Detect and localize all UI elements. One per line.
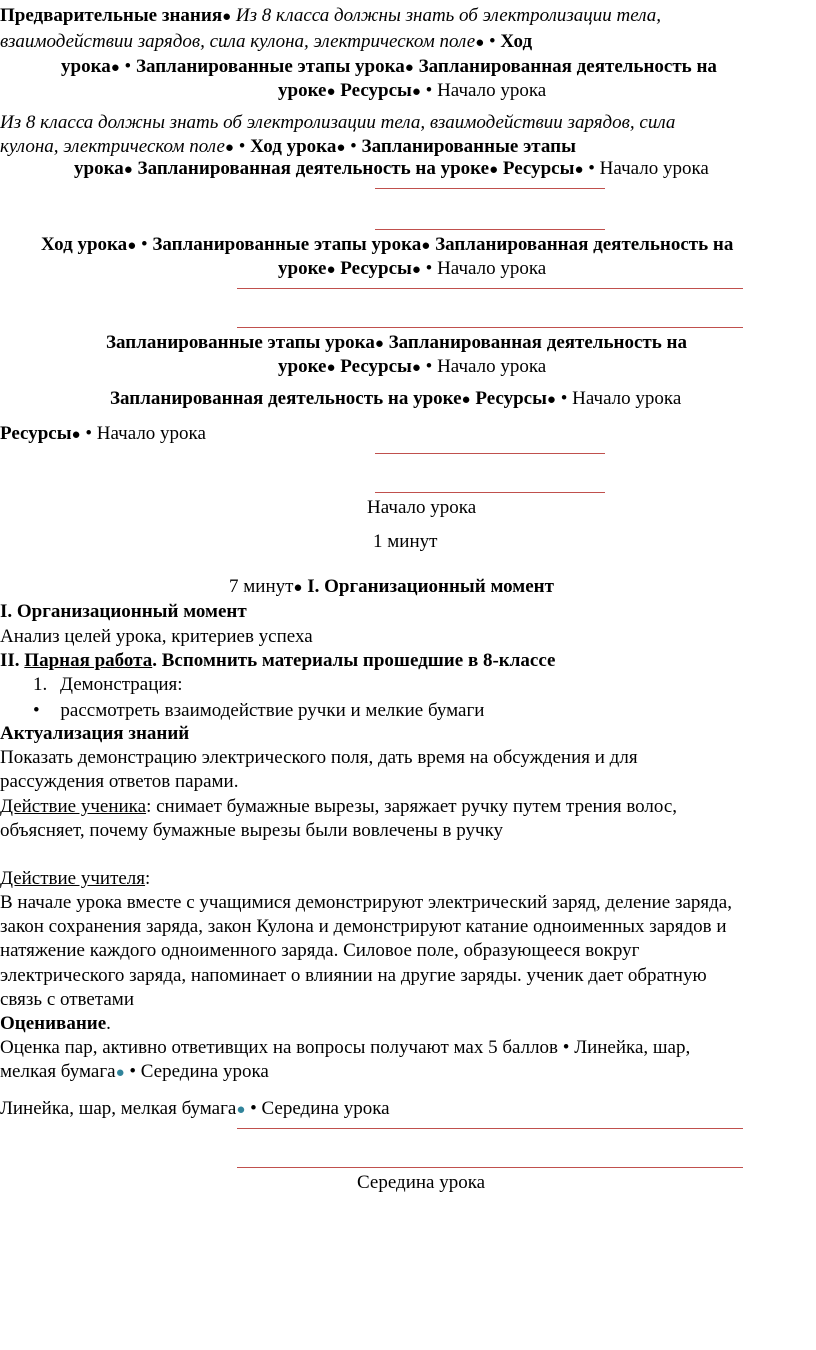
section-heading [0,649,555,673]
text: уроке [278,356,327,377]
text: Оценка пар, активно ответивщих на вопросы получают мах 5 баллов [0,1037,559,1058]
bullet-icon: ● [411,84,421,100]
text-line [0,1097,390,1122]
text-line: рассуждения ответов парами. [0,771,239,792]
bullet-icon: ● [71,427,81,443]
text: Запланированные этапы урока [152,234,422,255]
text: Запланированная деятельность на [435,234,734,255]
bullet-icon: • [425,80,433,101]
text: Линейка, шар, [574,1037,691,1058]
bullet-icon: ● [411,262,421,278]
bullet-icon: • [238,136,246,157]
section-heading: Актуализация знаний [0,723,190,744]
bullet-icon: ● [489,162,499,178]
text: Запланированные этапы урока [106,332,375,353]
text-line: Показать демонстрацию электрического поля, дать время на обсуждения и для [0,747,638,768]
text-line [0,1060,269,1085]
bullet-icon: • [129,1061,137,1082]
text-line [0,1036,690,1060]
bullet-icon: • [124,56,132,77]
text: : [145,868,151,889]
bullet-icon: ● [222,9,232,25]
text: урока [61,56,111,77]
divider [237,1128,743,1129]
text: Демонстрация: [60,674,183,695]
text: Начало урока [572,388,682,409]
text-line: электрического заряда, напоминает о влиянии на другие заряды. ученик дает обратную [0,965,707,986]
bullet-icon: ● [421,238,431,254]
text: Ресурсы [475,388,547,409]
bullet-icon: ● [224,140,234,156]
text: Запланированная деятельность на [388,332,687,353]
text-line: Из 8 класса должны знать об электролизации тела, взаимодействии зарядов, сила [0,112,676,133]
bullet-icon: • [562,1037,570,1058]
bullet-icon: • [560,388,568,409]
text: Ресурсы [340,258,412,279]
text: Ресурсы [340,356,412,377]
bullet-icon: ● [293,580,303,596]
text: Ход [500,31,533,52]
text: Ресурсы [340,80,412,101]
divider [237,288,743,289]
bullet-icon: • [350,136,357,157]
bullet-icon: ● [404,60,414,76]
text-line: 1 минут [373,531,438,552]
bullet-icon: ● [546,392,556,408]
text: Начало урока [96,423,206,444]
bullet-icon: • [250,1098,257,1119]
bullet-icon: ● [115,1065,125,1081]
list-item [33,673,183,697]
divider [375,229,605,230]
text-line [278,257,546,282]
text-line: связь с ответами [0,989,135,1010]
divider [237,327,743,328]
text: Линейка, шар, мелкая бумага [0,1098,237,1119]
bullet-icon: ● [326,262,336,278]
bullet-icon: • [588,158,595,179]
text: рассмотреть взаимодействие ручки и мелкие бумаги [60,700,485,721]
bullet-icon: ● [123,162,133,178]
list-number: 1. [33,674,48,695]
text: Середина урока [261,1098,390,1119]
bullet-icon: • [33,700,40,721]
text-line [278,79,546,104]
text-line [106,331,687,356]
text-line [0,867,150,891]
text: Начало урока [437,80,547,101]
text: Из 8 класса должны знать об электролизации тела, [235,5,661,26]
text-line: закон сохранения заряда, закон Кулона и демонстрируют катание одноименных зарядов и [0,916,727,937]
text: кулона, электрическом поле [0,136,225,157]
text: Середина урока [140,1061,269,1082]
bullet-icon: • [489,31,496,52]
text-line [0,795,677,819]
heading: Предварительные знания [0,5,223,26]
text-line: Начало урока [367,497,477,518]
text: Ход урока [41,234,128,255]
bullet-icon: • [425,356,433,377]
text-line: Анализ целей урока, критериев успеха [0,626,313,647]
bullet-icon: ● [475,35,485,51]
text-line: В начале урока вместе с учащимися демонстрируют электрический заряд, деление заряда, [0,892,732,913]
text: мелкая бумага [0,1061,116,1082]
section-heading: I. Организационный момент [0,601,247,622]
text: уроке [278,80,327,101]
text-line [110,387,681,412]
text: Запланированные этапы [361,136,576,157]
bullet-icon: ● [336,140,346,156]
text: Ход урока [250,136,337,157]
text: Ресурсы [502,158,575,179]
text: : снимает бумажные вырезы, заряжает ручку путем трения волос, [146,796,678,817]
bullet-icon: • [85,423,93,444]
text-line [41,233,733,258]
text-line [229,575,554,600]
bullet-icon: ● [574,162,584,178]
text: урока [74,158,124,179]
text-line: объясняет, почему бумажные вырезы были вовлечены в ручку [0,820,504,841]
text-line [74,157,709,182]
bullet-icon: ● [110,60,120,76]
bullet-icon: ● [326,84,336,100]
list-item [33,699,484,723]
bullet-icon: • [141,234,148,255]
text: I. Организационный момент [307,576,554,597]
text: уроке [278,258,327,279]
text: Оценивание [0,1013,107,1034]
text: Действие учителя [0,868,146,889]
divider [375,188,605,189]
text-line: натяжение каждого одноименного заряда. Силовое поле, образующееся вокруг [0,940,640,961]
text: II. [0,650,20,671]
text-line [61,55,717,80]
text: Запланированная деятельность на уроке [137,158,490,179]
bullet-icon: ● [374,336,384,352]
text-line [0,1012,111,1036]
text: Действие ученика [0,796,147,817]
bullet-icon: ● [127,238,137,254]
divider [375,492,605,493]
text: 7 минут [229,576,294,597]
text: . [106,1013,111,1034]
bullet-icon: • [425,258,433,279]
text-line [0,422,206,447]
text: Начало урока [437,356,547,377]
divider [237,1167,743,1168]
bullet-icon: ● [326,360,336,376]
bullet-icon: ● [411,360,421,376]
text: . Вспомнить материалы прошедшие в 8-классе [152,650,556,671]
text: Запланированная деятельность на уроке [110,388,462,409]
text: Начало урока [437,258,547,279]
text: Начало урока [599,158,709,179]
text-line [278,355,546,380]
text-line [0,30,532,55]
text: Запланированные этапы урока [135,56,405,77]
text: взаимодействии зарядов, сила кулона, электрическом поле [0,31,476,52]
text-line: Середина урока [357,1172,486,1193]
divider [375,453,605,454]
bullet-icon: ● [236,1102,246,1118]
bullet-icon: ● [461,392,471,408]
text-line [0,4,661,29]
text: Ресурсы [0,423,72,444]
text: Парная работа [24,650,153,671]
text: Запланированная деятельность на [418,56,717,77]
